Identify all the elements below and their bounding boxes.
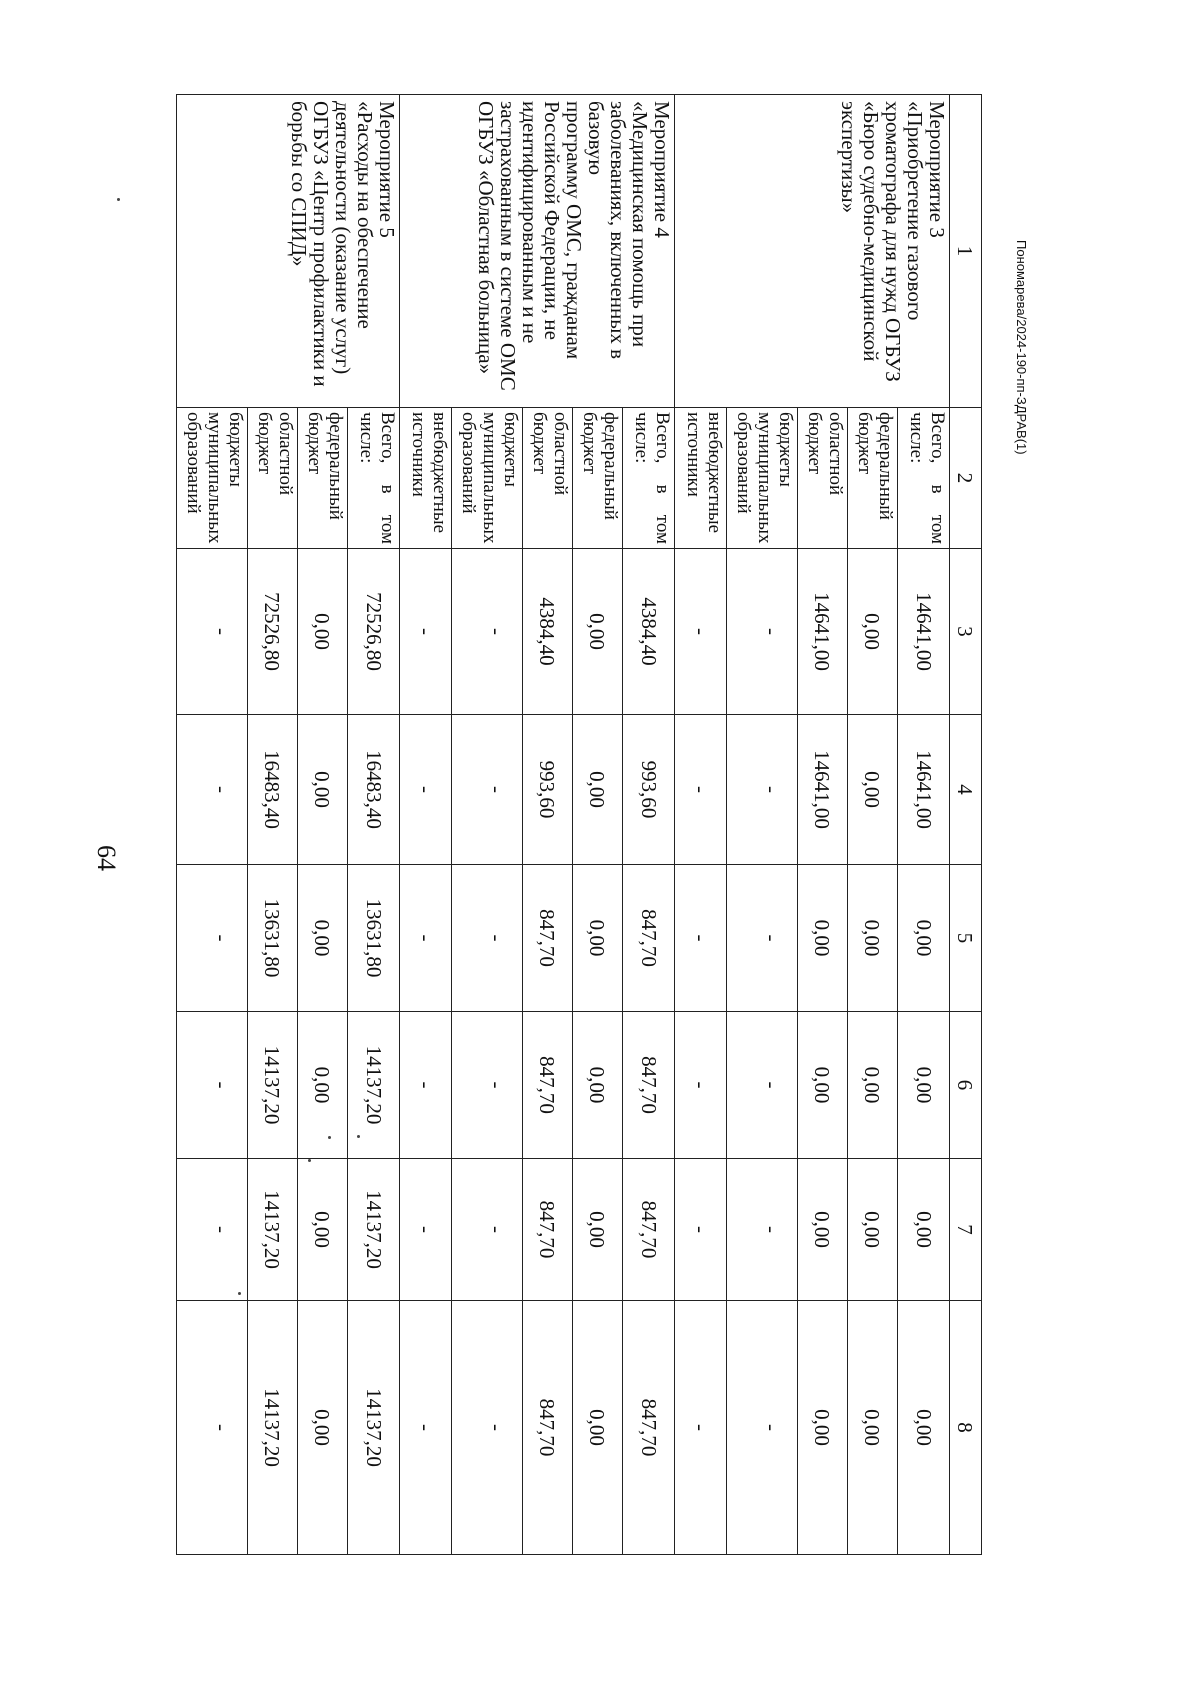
amount-cell: 16483,40 [347, 715, 399, 865]
amount-cell: - [451, 865, 522, 1012]
amount-cell: - [726, 715, 797, 865]
amount-cell: 847,70 [622, 1012, 674, 1159]
amount-cell: 16483,40 [247, 715, 297, 865]
amount-cell: 0,00 [572, 715, 622, 865]
amount-cell: 0,00 [572, 865, 622, 1012]
amount-cell: 0,00 [572, 1012, 622, 1159]
funding-source-label: Всего, в том числе: [347, 408, 399, 549]
amount-cell: - [674, 1012, 726, 1159]
amount-cell: 0,00 [847, 865, 897, 1012]
amount-cell: - [451, 549, 522, 715]
scan-speck [117, 198, 120, 201]
amount-cell: - [399, 1301, 451, 1555]
amount-cell: 0,00 [797, 1159, 847, 1301]
activity-cell: Мероприятие 3 «Приобретение газового хроматографа для нужд ОГБУЗ «Бюро судебно-медицинской экспертизы» [674, 95, 949, 408]
column-header: 6 [949, 1012, 981, 1159]
amount-cell: 14641,00 [797, 715, 847, 865]
funding-source-label: областной бюджет [247, 408, 297, 549]
activity-cell: Мероприятие 4 «Медицинская помощь при заболеваниях, включенных в базовую программу ОМС, гражданам Российской Федерации, не идентифицированным и не застрахованным в системе ОМС ОГБУЗ «Областная больница» [399, 95, 674, 408]
amount-cell: 993,60 [622, 715, 674, 865]
amount-cell: - [177, 1012, 248, 1159]
table-body [177, 95, 982, 1555]
amount-cell: - [177, 1301, 248, 1555]
amount-cell: 13631,80 [347, 865, 399, 1012]
amount-cell: 847,70 [622, 865, 674, 1012]
amount-cell: 14137,20 [347, 1301, 399, 1555]
table-row [347, 95, 399, 1555]
amount-cell: 14137,20 [247, 1012, 297, 1159]
amount-cell: - [726, 1301, 797, 1555]
scan-speck [308, 1159, 311, 1162]
funding-source-label: внебюджетные источники [674, 408, 726, 549]
amount-cell: - [399, 1159, 451, 1301]
amount-cell: 0,00 [572, 1159, 622, 1301]
amount-cell: 0,00 [897, 1301, 949, 1555]
amount-cell: 0,00 [297, 865, 347, 1012]
amount-cell: 847,70 [622, 1301, 674, 1555]
amount-cell: 4384,40 [522, 549, 572, 715]
column-header: 4 [949, 715, 981, 865]
amount-cell: 847,70 [622, 1159, 674, 1301]
amount-cell: 0,00 [897, 865, 949, 1012]
amount-cell: 847,70 [522, 865, 572, 1012]
amount-cell: 72526,80 [347, 549, 399, 715]
funding-source-label: областной бюджет [522, 408, 572, 549]
amount-cell: 14137,20 [347, 1159, 399, 1301]
amount-cell: 993,60 [522, 715, 572, 865]
amount-cell: - [399, 715, 451, 865]
page-number: 64 [92, 845, 121, 871]
amount-cell: - [674, 1301, 726, 1555]
amount-cell: 14137,20 [247, 1159, 297, 1301]
amount-cell: - [177, 1159, 248, 1301]
amount-cell: - [726, 1012, 797, 1159]
funding-source-label: федеральный бюджет [297, 408, 347, 549]
amount-cell: - [451, 1159, 522, 1301]
header-row [949, 95, 981, 1555]
amount-cell: 0,00 [897, 1159, 949, 1301]
amount-cell: - [399, 865, 451, 1012]
funding-source-label: Всего, в том числе: [897, 408, 949, 549]
funding-source-label: федеральный бюджет [572, 408, 622, 549]
amount-cell: 0,00 [797, 865, 847, 1012]
amount-cell: 0,00 [297, 1301, 347, 1555]
amount-cell: 0,00 [897, 1012, 949, 1159]
amount-cell: 0,00 [797, 1301, 847, 1555]
amount-cell: 0,00 [847, 1159, 897, 1301]
amount-cell: 0,00 [297, 1159, 347, 1301]
amount-cell: - [399, 1012, 451, 1159]
amount-cell: - [451, 715, 522, 865]
amount-cell: 0,00 [847, 1012, 897, 1159]
table-row [897, 95, 949, 1555]
column-header: 3 [949, 549, 981, 715]
amount-cell: 0,00 [297, 549, 347, 715]
scan-speck [238, 1292, 241, 1295]
scan-speck [357, 1135, 360, 1138]
amount-cell: 847,70 [522, 1159, 572, 1301]
column-header: 5 [949, 865, 981, 1012]
amount-cell: 0,00 [297, 715, 347, 865]
funding-source-label: бюджеты муниципальных образований [177, 408, 248, 549]
amount-cell: - [177, 865, 248, 1012]
funding-source-label: Всего, в том числе: [622, 408, 674, 549]
amount-cell: 0,00 [847, 1301, 897, 1555]
amount-cell: 847,70 [522, 1012, 572, 1159]
amount-cell: 14641,00 [897, 715, 949, 865]
amount-cell: - [177, 715, 248, 865]
amount-cell: - [177, 549, 248, 715]
amount-cell: - [399, 549, 451, 715]
table-row [622, 95, 674, 1555]
amount-cell: - [674, 549, 726, 715]
rotated-table-container [176, 94, 982, 1554]
column-header: 1 [949, 95, 981, 408]
amount-cell: 0,00 [297, 1012, 347, 1159]
funding-source-label: бюджеты муниципальных образований [451, 408, 522, 549]
column-header: 7 [949, 1159, 981, 1301]
amount-cell: 0,00 [572, 549, 622, 715]
funding-source-label: федеральный бюджет [847, 408, 897, 549]
amount-cell: 14641,00 [797, 549, 847, 715]
funding-source-label: бюджеты муниципальных образований [726, 408, 797, 549]
activity-cell: Мероприятие 5 «Расходы на обеспечение деятельности (оказание услуг) ОГБУЗ «Центр профилактики и борьбы со СПИД» [177, 95, 400, 408]
column-header: 2 [949, 408, 981, 549]
amount-cell: 847,70 [522, 1301, 572, 1555]
amount-cell: 13631,80 [247, 865, 297, 1012]
funding-source-label: областной бюджет [797, 408, 847, 549]
amount-cell: 14137,20 [247, 1301, 297, 1555]
funding-table [176, 94, 982, 1555]
funding-source-label: внебюджетные источники [399, 408, 451, 549]
amount-cell: 0,00 [797, 1012, 847, 1159]
column-header: 8 [949, 1301, 981, 1555]
document-code: Пономарева/2024-190-пп-ЗДРАВ(1) [1014, 240, 1029, 455]
amount-cell: - [451, 1012, 522, 1159]
amount-cell: 4384,40 [622, 549, 674, 715]
amount-cell: - [726, 865, 797, 1012]
amount-cell: 72526,80 [247, 549, 297, 715]
amount-cell: 14641,00 [897, 549, 949, 715]
amount-cell: - [674, 865, 726, 1012]
amount-cell: 0,00 [572, 1301, 622, 1555]
amount-cell: - [674, 1159, 726, 1301]
amount-cell: 14137,20 [347, 1012, 399, 1159]
amount-cell: 0,00 [847, 715, 897, 865]
scan-speck [328, 1136, 331, 1139]
amount-cell: - [451, 1301, 522, 1555]
amount-cell: - [726, 1159, 797, 1301]
amount-cell: - [726, 549, 797, 715]
amount-cell: - [674, 715, 726, 865]
amount-cell: 0,00 [847, 549, 897, 715]
